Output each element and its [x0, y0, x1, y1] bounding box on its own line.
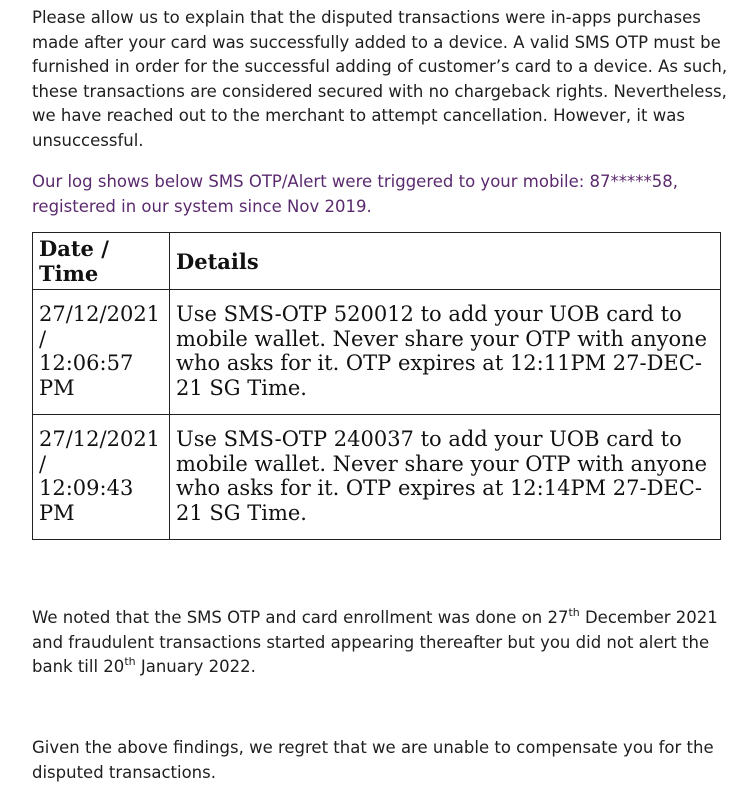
sms-log-table [32, 232, 721, 540]
table-row [33, 415, 721, 540]
header-details: Details [170, 233, 721, 290]
table-row [33, 290, 721, 415]
date-line: 27/12/2021 / [39, 427, 161, 476]
time-line: 12:06:57 [39, 351, 134, 375]
table-header-row [33, 233, 721, 290]
row-date-time [33, 415, 170, 540]
row-date-time [33, 290, 170, 415]
findings-text-2: December 2021 and fraudulent transactions started appearing thereafter but you did not alert the bank till 20 [32, 608, 718, 676]
sms-log-intro-paragraph: Our log shows below SMS OTP/Alert were triggered to your mobile: 87*****58, registered in our system since Nov 2019. [32, 172, 679, 216]
row-details: Use SMS-OTP 240037 to add your UOB card to mobile wallet. Never share your OTP with anyone who asks for it. OTP expires at 12:14PM 27-DEC-21 SG Time. [170, 415, 721, 540]
time-line: 12:09:43 [39, 476, 134, 500]
date-line: 27/12/2021 / [39, 302, 161, 351]
header-date-time: Date / Time [33, 233, 170, 290]
ordinal-suffix: th [124, 654, 136, 668]
findings-text-1: We noted that the SMS OTP and card enrollment was done on 27 [32, 608, 569, 627]
ampm-line: PM [39, 375, 75, 400]
explanation-paragraph: Please allow us to explain that the disputed transactions were in-apps purchases made after your card was successfully added to a device. A valid SMS OTP must be furnished in order for the successful adding of customer’s card to a device. As such, these transactions are considered secured with no chargeback rights. Nevertheless, we have reached out to the merchant to attempt cancellation. However, it was unsuccessful. [32, 8, 728, 150]
ampm-line: PM [39, 500, 75, 525]
findings-text-3: January 2022. [135, 657, 256, 676]
conclusion-paragraph: Given the above findings, we regret that we are unable to compensate you for the disputed transactions. [32, 738, 714, 782]
ordinal-suffix: th [568, 605, 580, 619]
row-details: Use SMS-OTP 520012 to add your UOB card to mobile wallet. Never share your OTP with anyone who asks for it. OTP expires at 12:11PM 27-DEC-21 SG Time. [170, 290, 721, 415]
findings-paragraph [32, 606, 732, 680]
